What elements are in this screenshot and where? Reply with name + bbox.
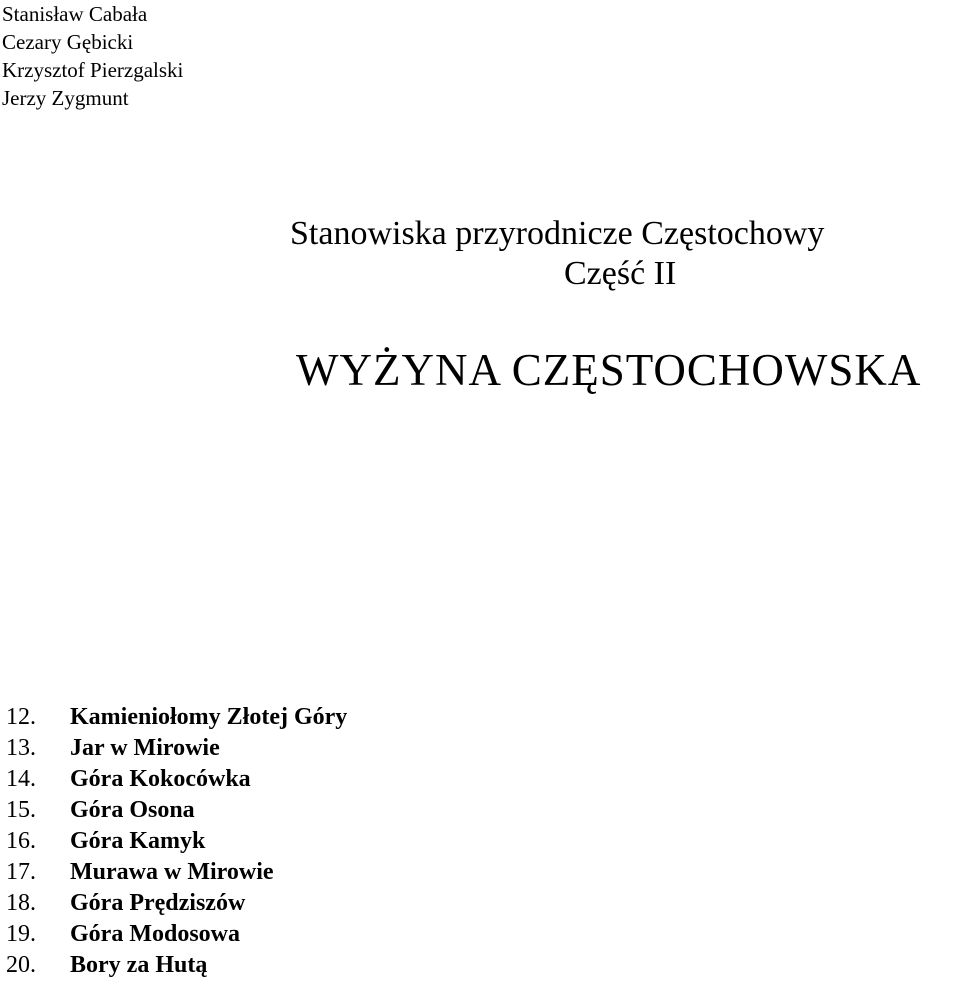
- toc-number: 14.: [6, 766, 36, 792]
- toc-number: 17.: [6, 859, 36, 885]
- toc-item: [6, 950, 347, 981]
- author-list: [2, 0, 183, 112]
- toc-item: [6, 857, 347, 888]
- author-name: Jerzy Zygmunt: [2, 86, 129, 110]
- toc-item: [6, 702, 347, 733]
- toc-number: 15.: [6, 797, 36, 823]
- toc-number: 18.: [6, 890, 36, 916]
- toc-item: [6, 888, 347, 919]
- toc-title: Góra Kamyk: [70, 828, 206, 854]
- document-title: [0, 214, 960, 294]
- toc-title: Góra Modosowa: [70, 921, 240, 947]
- toc-title: Góra Prędziszów: [70, 890, 246, 916]
- toc-title: Bory za Hutą: [70, 952, 208, 978]
- author-name: Stanisław Cabała: [2, 2, 148, 26]
- toc-item: [6, 764, 347, 795]
- toc-item: [6, 826, 347, 857]
- toc-item: [6, 919, 347, 950]
- region-heading: WYŻYNA CZĘSTOCHOWSKA: [296, 345, 922, 395]
- toc-title: Jar w Mirowie: [70, 735, 220, 761]
- title-line-2: Część II: [564, 255, 677, 292]
- toc-number: 12.: [6, 704, 36, 730]
- toc-title: Góra Osona: [70, 797, 195, 823]
- author-name: Cezary Gębicki: [2, 30, 134, 54]
- toc-title: Murawa w Mirowie: [70, 859, 274, 885]
- title-line-1: Stanowiska przyrodnicze Częstochowy: [290, 215, 825, 252]
- toc-number: 16.: [6, 828, 36, 854]
- toc-number: 19.: [6, 921, 36, 947]
- toc-number: 20.: [6, 952, 36, 978]
- toc-number: 13.: [6, 735, 36, 761]
- toc-title: Góra Kokocówka: [70, 766, 251, 792]
- toc-item: [6, 733, 347, 764]
- toc-item: [6, 795, 347, 826]
- table-of-contents: [6, 702, 347, 981]
- author-name: Krzysztof Pierzgalski: [2, 58, 184, 82]
- toc-title: Kamieniołomy Złotej Góry: [70, 704, 348, 730]
